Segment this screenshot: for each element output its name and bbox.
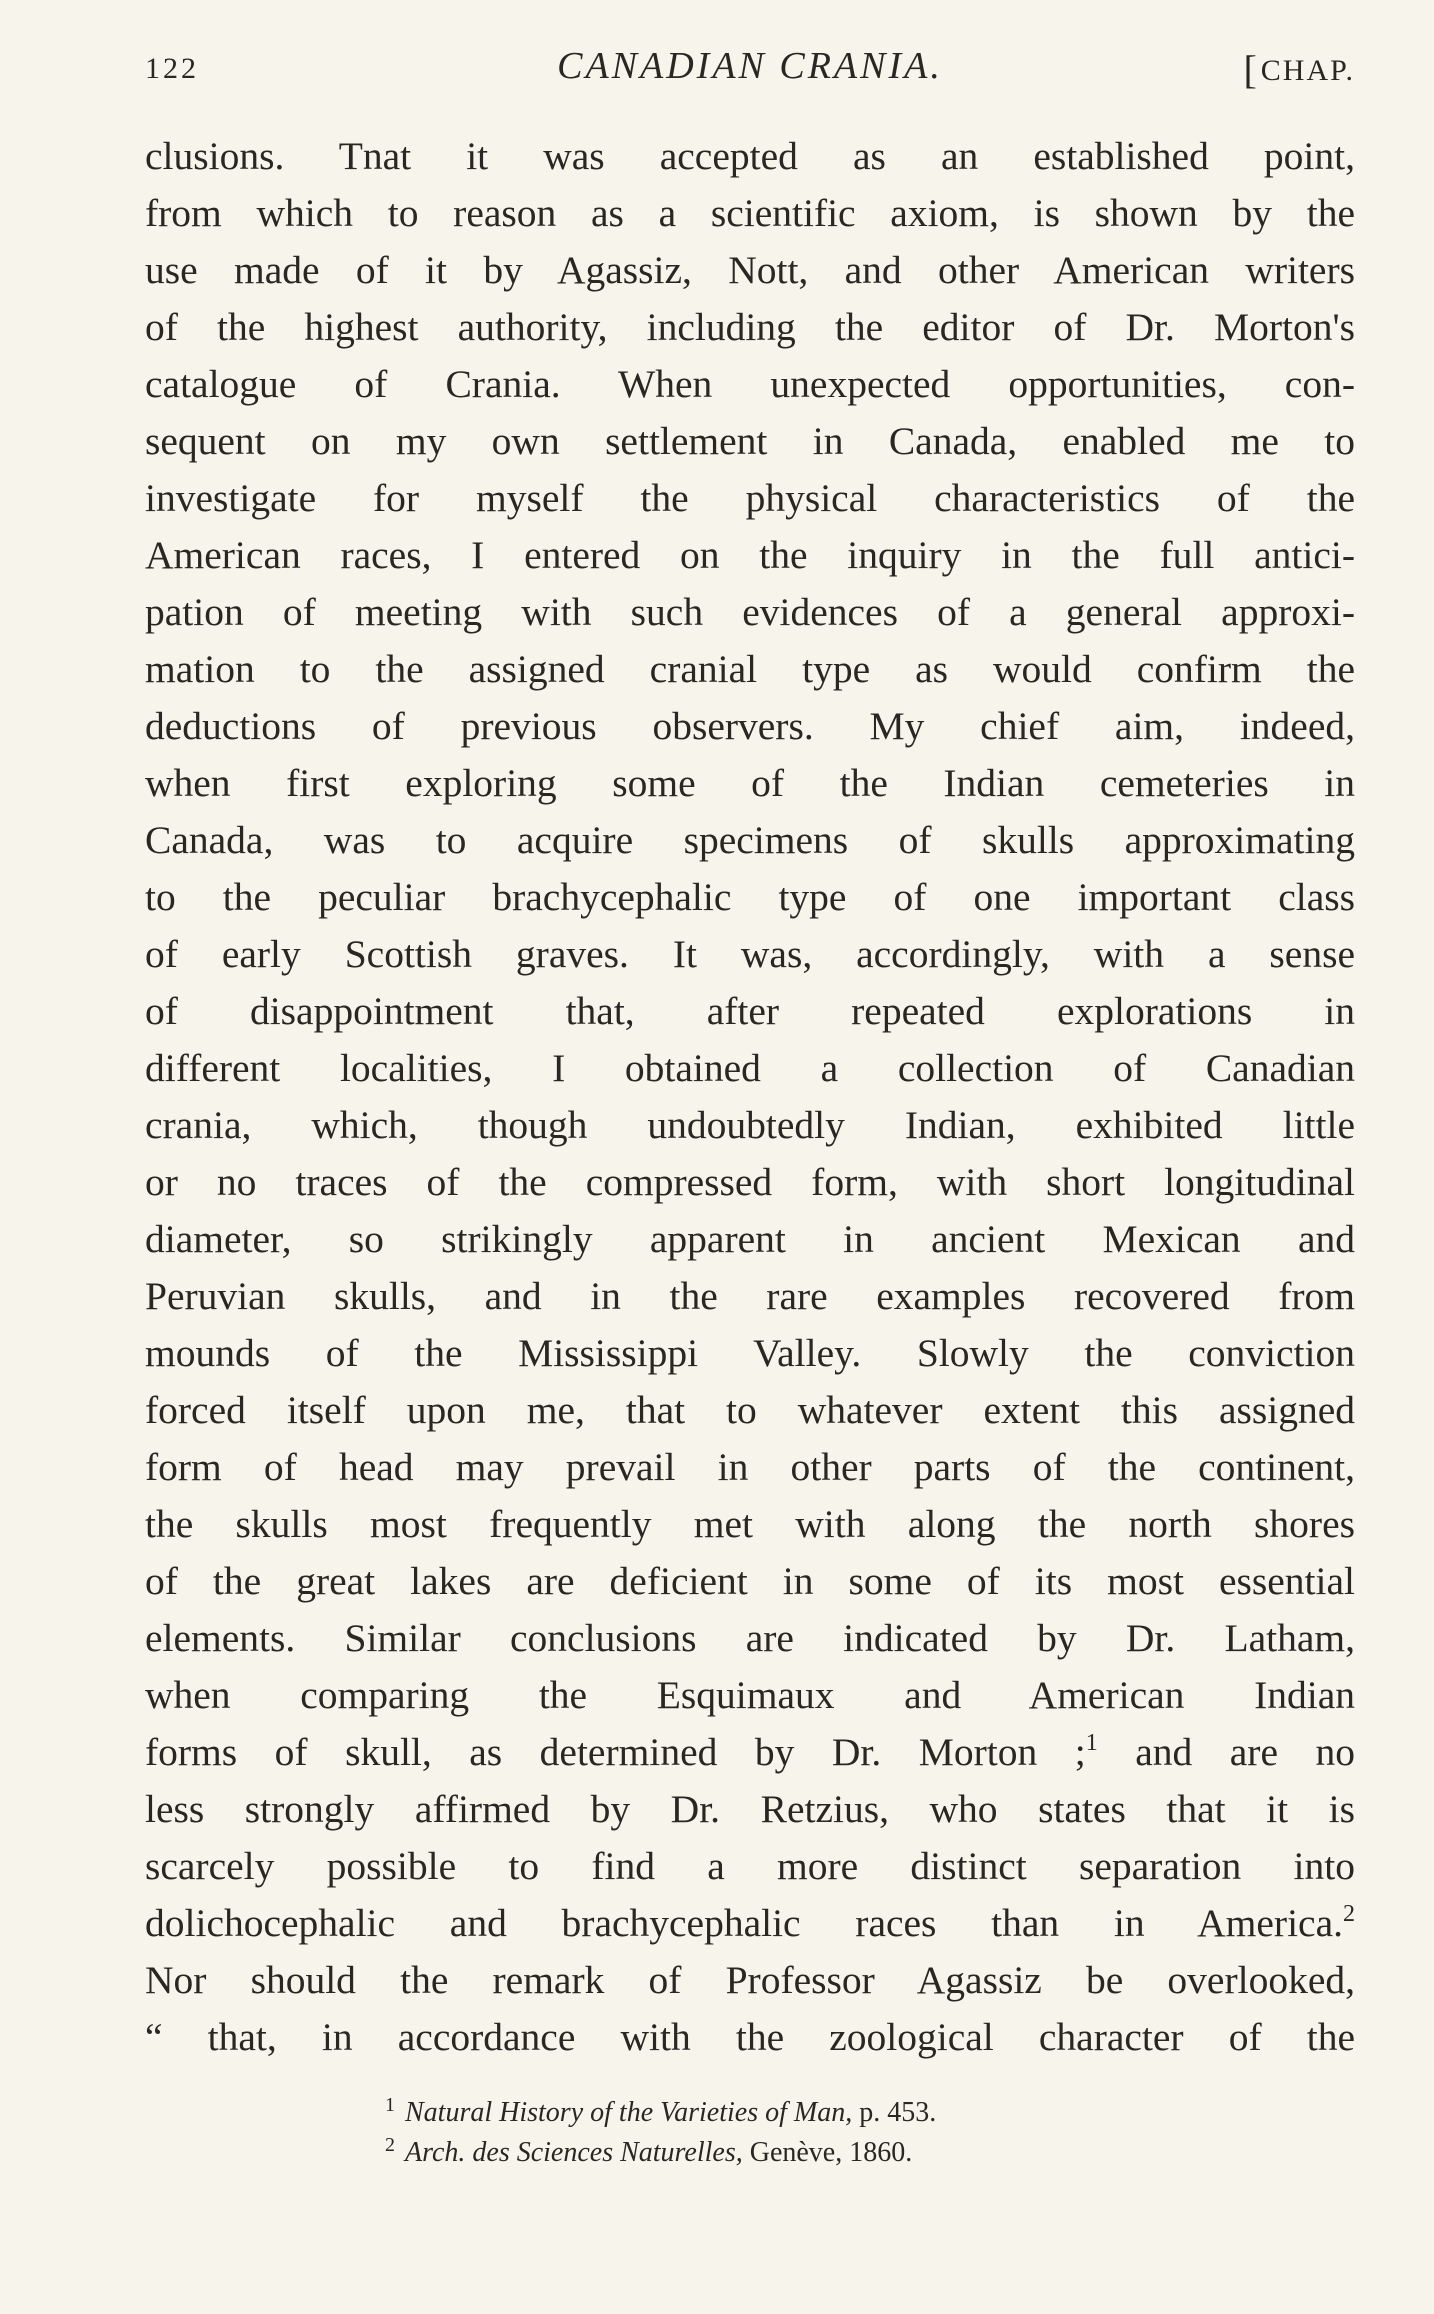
running-title: CANADIAN CRANIA.: [557, 45, 943, 87]
page-number: 122: [145, 52, 199, 85]
footnote-number: 2: [385, 2134, 395, 2156]
text-line: when comparing the Esquimaux and American Indian: [145, 1673, 1355, 1717]
text-line: of disappointment that, after repeated explorations in: [145, 989, 1355, 1033]
text-line: the skulls most frequently met with along the north shores: [145, 1502, 1355, 1546]
text-line-part: forms of skull, as determined by Dr. Morton ;: [145, 1730, 1086, 1774]
text-line: American races, I entered on the inquiry in the full antici-: [145, 533, 1355, 577]
text-line: elements. Similar conclusions are indicated by Dr. Latham,: [145, 1616, 1355, 1660]
chapter-bracket: [: [1243, 47, 1259, 92]
text-line-part: dolichocephalic and brachycephalic races than in America.: [145, 1901, 1343, 1945]
text-line: crania, which, though undoubtedly Indian, exhibited little: [145, 1103, 1355, 1147]
footnote-rest: p. 453.: [852, 2097, 937, 2128]
footnote-reference: Natural History of the Varieties of Man,: [405, 2097, 853, 2128]
chapter-mark-text: CHAP.: [1260, 54, 1355, 87]
text-line: of early Scottish graves. It was, accordingly, with a sense: [145, 932, 1355, 976]
text-line: less strongly affirmed by Dr. Retzius, who states that it is: [145, 1787, 1355, 1831]
text-line: Peruvian skulls, and in the rare examples recovered from: [145, 1274, 1355, 1318]
footnote-2: [385, 2125, 1185, 2168]
text-line: Nor should the remark of Professor Agassiz be overlooked,: [145, 1958, 1355, 2002]
text-line: or no traces of the compressed form, with short longitudinal: [145, 1160, 1355, 1204]
text-line-part: and are no: [1097, 1730, 1355, 1774]
text-line: deductions of previous observers. My chief aim, indeed,: [145, 704, 1355, 748]
text-line: catalogue of Crania. When unexpected opportunities, con-: [145, 362, 1355, 406]
text-line: clusions. Tnat it was accepted as an established point,: [145, 134, 1355, 178]
text-line: investigate for myself the physical characteristics of the: [145, 476, 1355, 520]
footnote-number: 1: [385, 2094, 395, 2116]
text-line: from which to reason as a scientific axiom, is shown by the: [145, 191, 1355, 235]
footnote-ref-1: 1: [1085, 1730, 1098, 1756]
body-text: [145, 128, 1355, 2066]
footnote-ref-2: 2: [1343, 1901, 1355, 1927]
text-line: of the highest authority, including the editor of Dr. Morton's: [145, 305, 1355, 349]
text-line: pation of meeting with such evidences of a general approxi-: [145, 590, 1355, 634]
text-line: mounds of the Mississippi Valley. Slowly the conviction: [145, 1331, 1355, 1375]
text-line: use made of it by Agassiz, Nott, and other American writers: [145, 248, 1355, 292]
text-line: mation to the assigned cranial type as would confirm the: [145, 647, 1355, 691]
footnotes: [385, 2085, 1185, 2168]
text-line-with-footnote-1: [145, 1724, 1355, 1781]
footnote-rest: Genève, 1860.: [742, 2137, 913, 2168]
footnote-reference: Arch. des Sciences Naturelles,: [405, 2137, 743, 2168]
footnote-1: [385, 2085, 1185, 2128]
text-line: different localities, I obtained a collection of Canadian: [145, 1046, 1355, 1090]
text-line: Canada, was to acquire specimens of skulls approximating: [145, 818, 1355, 862]
text-line: sequent on my own settlement in Canada, enabled me to: [145, 419, 1355, 463]
text-line: when first exploring some of the Indian cemeteries in: [145, 761, 1355, 805]
text-line: “ that, in accordance with the zoological character of the: [145, 2015, 1355, 2059]
running-head: [145, 44, 1355, 104]
text-line: form of head may prevail in other parts of the continent,: [145, 1445, 1355, 1489]
text-line: scarcely possible to find a more distinct separation into: [145, 1844, 1355, 1888]
text-line-with-footnote-2: [145, 1895, 1355, 1952]
text-line: forced itself upon me, that to whatever extent this assigned: [145, 1388, 1355, 1432]
text-line: to the peculiar brachycephalic type of one important class: [145, 875, 1355, 919]
chapter-mark: [1243, 46, 1355, 93]
text-line: of the great lakes are deficient in some of its most essential: [145, 1559, 1355, 1603]
text-line: diameter, so strikingly apparent in ancient Mexican and: [145, 1217, 1355, 1261]
